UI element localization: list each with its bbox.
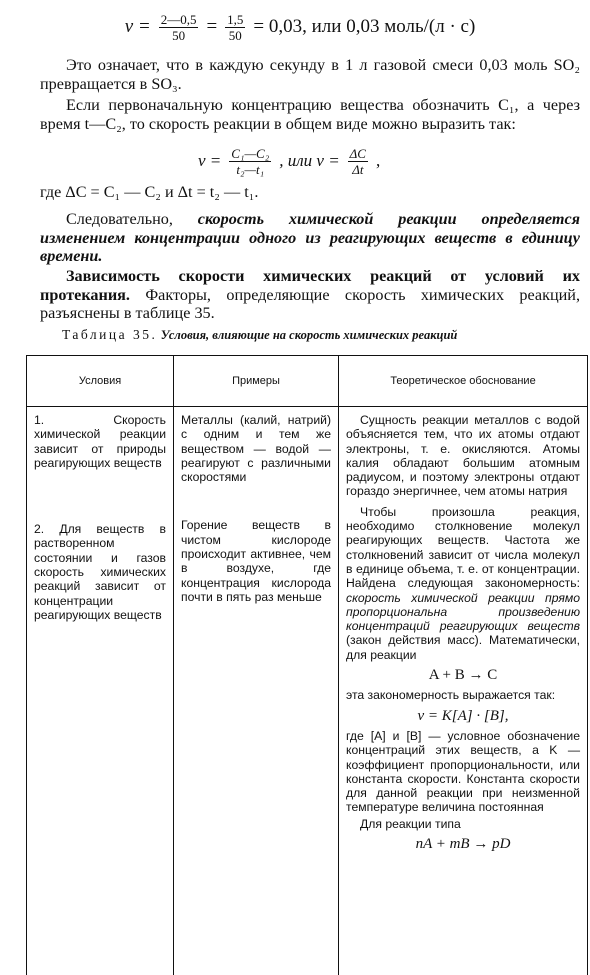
paragraph-factors	[40, 267, 580, 323]
general-formula-or: , или v =	[279, 151, 340, 170]
table-caption-title: Условия, влияющие на скорость химических реакций	[160, 328, 458, 342]
table-header-row	[27, 356, 588, 407]
fraction-1-numerator: 2—0,5	[160, 11, 197, 27]
formula-lhs: v =	[124, 16, 151, 37]
paragraph-meaning: Это означает, что в каждую секунду в 1 л газовой смеси 0,03 моль SO₂ превращается в SO₃.	[40, 56, 580, 93]
paragraph-definition	[40, 210, 580, 266]
theory-cell	[339, 407, 588, 975]
fraction-2	[225, 12, 245, 43]
reaction-equation-2: nA + mB → pD	[415, 836, 511, 853]
header-conditions: Условия	[27, 356, 174, 407]
row2-example-text: Горение веществ в чистом кислороде происходит активнее, чем в воздухе, где концентрация кислорода почти в пять раз меньше	[181, 518, 331, 604]
general-fraction-1-denominator: t₂—t₁	[236, 161, 265, 177]
row2-theory-part-c: эта закономерность выражается так:	[346, 688, 556, 703]
equals-sign: =	[206, 16, 218, 37]
formula-result: = 0,03, или 0,03 моль/(л · с)	[253, 16, 476, 37]
general-formula-lhs: v =	[198, 151, 222, 170]
fraction-1	[159, 12, 199, 43]
paragraph-general-form: Если первоначальную концентрацию вещества обозначить C₁, а через время t—C₂, то скорость реакции в общем виде можно выразить так:	[40, 96, 580, 133]
table-caption	[62, 327, 457, 343]
row2-condition-text: 2. Для веществ в растворенном состоянии и газов скорость химических реакций зависит от концентрации реагирующих веществ	[34, 522, 166, 622]
row2-theory-part-a: Чтобы произошла реакция, необходимо столкновение молекул реагирующих веществ. Частота же столкновений зависит от числа молекул в единице объема, т. е. от концентрации. Найдена следующая закономерность:	[346, 504, 580, 591]
mass-action-law: скорость химической реакции прямо пропорциональна произведению концентраций реагирующих веществ	[346, 590, 580, 634]
reaction-equation-1: A + B → C	[428, 667, 498, 684]
definition-emphasis: скорость химической реакции определяется изменением концентрации одного из реагирующих веществ в единицу времени.	[40, 210, 580, 266]
general-fraction-2	[348, 146, 368, 177]
row1-theory-text: Сущность реакции металлов с водой объясняется тем, что их атомы отдают электроны, т. е. окисляются. Атомы калия обладают большим атомным радиусом, и поэтому электроны отдают гораздо энергичнее, чем атомы натрия	[346, 413, 580, 499]
row1-example	[174, 407, 339, 975]
row1-condition	[27, 407, 174, 975]
general-fraction-1	[229, 146, 271, 177]
table-row	[27, 407, 588, 975]
row2-theory-text	[346, 505, 580, 662]
general-rate-formula	[198, 141, 528, 181]
general-fraction-2-numerator: ΔC	[349, 145, 366, 161]
rate-law-equation: v = K[A] · [B],	[417, 707, 509, 724]
row1-example-text: Металлы (калий, натрий) с одним и тем же веществом — водой — реагируют с различными скоростями	[181, 413, 331, 485]
header-theory: Теоретическое обоснование	[339, 356, 588, 407]
definition-lead: Следовательно,	[66, 210, 198, 228]
table-caption-label: Таблица 35.	[62, 327, 158, 342]
fraction-2-denominator: 50	[228, 27, 242, 43]
fraction-1-denominator: 50	[172, 27, 186, 43]
general-fraction-2-denominator: Δt	[352, 161, 364, 177]
general-formula-end: ,	[375, 151, 381, 170]
general-fraction-1-numerator: C₁—C₂	[231, 145, 270, 161]
paragraph-delta-definitions: где ΔC = C₁ — C₂ и Δt = t₂ — t₁.	[40, 183, 259, 201]
factors-text: Факторы, определяющие скорость химических реакций, разъяснены в таблице 35.	[40, 285, 580, 323]
factors-heading: Зависимость скорости химических реакций от условий их протекания.	[40, 267, 580, 304]
header-examples: Примеры	[174, 356, 339, 407]
fraction-2-numerator: 1,5	[227, 11, 244, 27]
row1-condition-text: 1. Скорость химической реакции зависит от природы реагирующих веществ	[34, 413, 166, 470]
row2-theory-part-d: где [A] и [B] — условное обозначение концентраций этих веществ, а K — коэффициент пропорциональности, или константа скорости. Константа скорости для данной реакции при неизменной температуре величина постоянная	[346, 728, 580, 815]
row2-theory-part-e: Для реакции типа	[360, 816, 461, 831]
conditions-table	[26, 355, 588, 975]
rate-formula-example	[60, 4, 540, 50]
row2-theory-part-b: (закон действия масс). Математически, для реакции	[346, 633, 580, 662]
